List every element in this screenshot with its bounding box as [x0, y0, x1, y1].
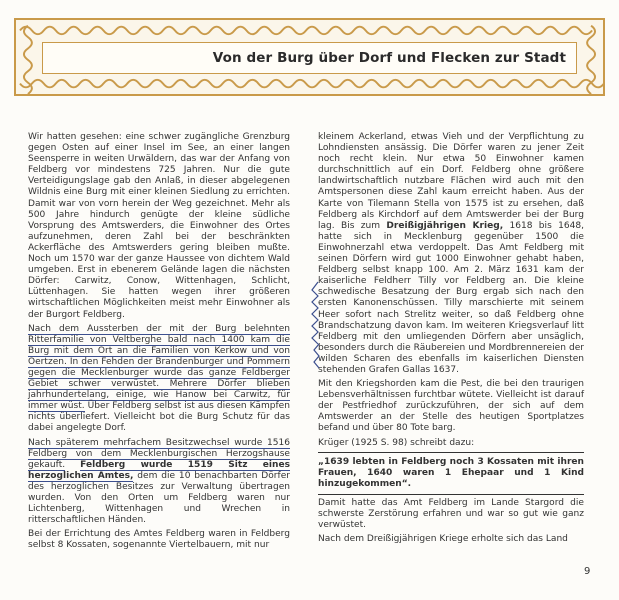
block-quote: „1639 lebten in Feldberg noch 3 Kossaten mit ihren Frauen, 1640 waren 1 Ehepaar und 1 Kind hinzugekommen“. [318, 452, 584, 495]
bold-text: Dreißigjährigen Krieg, [386, 220, 504, 231]
paragraph: Bei der Errichtung des Amtes Feldberg waren in Feldberg selbst 8 Kossaten, sogenannte Viertelbauern, mit nur [28, 529, 290, 551]
paragraph [28, 324, 290, 435]
paragraph: Damit hatte das Amt Feldberg im Lande Stargord die schwerste Zerstörung erfahren und war so gut wie ganz verwüstet. [318, 497, 584, 531]
page-number: 9 [584, 566, 591, 577]
paragraph [318, 132, 584, 376]
paragraph: Wir hatten gesehen: eine schwer zugängliche Grenzburg gegen Osten auf einer Insel im See, an einer langen Seensperre in weiten Urwäldern, das war der Anfang von Feldberg vor mindestens 725 Jahren. Nur die gute Verteidigungslage gab den Anlaß, in dieser abgelegenen Wildnis eine Burg mit einer kleinen Siedlung zu errichten. Damit war von vorn herein der Weg gezeichnet. Mehr als 500 Jahre hindurch genügte der kleine südliche Vorsprung des Amtswerders, die Einwohner des Ortes aufzunehmen, deren Zahl bei der beschränkten Ackerfläche des Amtswerders gering bleiben mußte. Noch um 1570 war der ganze Haussee von dichtem Wald umgeben. Erst in ebenerem Gelände lagen die nächsten Dörfer: Carwitz, Conow, Wittenhagen, Schlicht, Lüttenhagen. Sie hatten wegen ihrer größeren wirtschaftlichen Möglichkeiten meist mehr Einwohner als der Burgort Feldberg. [28, 132, 290, 320]
paragraph-text: 1618 bis 1648, hatte sich in Mecklenburg gegenüber 1500 die Einwohnerzahl etwa verdoppelt. Das Amt Feldberg mit seinen Dörfern wird gut 1000 Einwohner gehabt haben, Feldberg selbst knapp 100. Am 2. März 1631 kam der kaiserliche Feldherr Tilly vor Feldberg an. Die kleine schwedische Besatzung der Burg ergab sich nach den ersten Kanonenschüssen. Tilly marschierte mit seinem Heer sofort nach Strelitz weiter, so daß Feldberg ohne Brandschatzung davon kam. Im weiteren Kriegsverlauf litt Feldberg mit den umliegenden Dörfern aber unsäglich, besonders durch die Räubereien und Mordbrennereien der wilden Scharen des ebenfalls im kaiserlichen Diensten stehenden Grafen Gallas 1637. [318, 220, 584, 375]
right-text-column [318, 132, 584, 548]
underlined-text: Nach dem Aussterben der mit der Burg belehnten Ritterfamilie von Veltberghe bald nach 1400 kam die Burg mit dem Ort an die Familien von Kerkow und von Oertzen. In den Fehden der Brandenburger und Pommern gegen die Mecklenburger wurde das ganze Feldberger Gebiet schwer verwüstet. Mehrere Dörfer blieben jahrhundertelang, einige, wie Hanow bei Carwitz, für immer wüst. [28, 323, 290, 412]
left-text-column [28, 132, 290, 554]
chapter-banner [14, 18, 605, 96]
paragraph: Krüger (1925 S. 98) schreibt dazu: [318, 437, 475, 448]
page-title: Von der Burg über Dorf und Flecken zur Stadt [212, 50, 566, 66]
paragraph-text: kleinem Ackerland, etwas Vieh und der Verpflichtung zu Lohndiensten ansässig. Die Dörfer waren zu jener Zeit noch recht klein. Nur etwa 50 Einwohner kamen durchschnittlich auf ein Dorf. Feldberg ohne größere landwirtschaftlich nutzbare Flächen wird auch mit den Amtspersonen diese Zahl kaum erreicht haben. Aus der Karte von Tilemann Stella von 1575 ist zu ersehen, daß Feldberg als Kirchdorf auf dem Amtswerder bei der Burg lag. Bis zum [318, 132, 584, 231]
paragraph: Nach dem Dreißigjährigen Kriege erholte sich das Land [318, 534, 568, 545]
paragraph: Mit den Kriegshorden kam die Pest, die bei den traurigen Lebensverhältnissen furchtbar wütete. Vielleicht ist darauf der Pestfriedhof zurückzuführen, der sich auf dem Amtswerder an der Stelle des heutigen Sportplatzes befand und über 80 Tote barg. [318, 379, 584, 434]
underlined-text: Nach späterem mehrfachem Besitzwechsel wurde 1516 Feldberg von dem Mecklenburgischen Herzogshause gekauft. [28, 437, 290, 470]
paragraph [28, 438, 290, 527]
bold-text: Feldberg wurde 1519 Sitz eines herzoglichen Amtes, [28, 459, 290, 481]
paragraph-text: Über Feldberg selbst ist aus diesen Kämpfen nichts überliefert. Vielleicht bot die Burg Schutz für das dabei angelegte Dorf. [28, 401, 290, 434]
banner-title-box [42, 42, 577, 74]
paragraph-text: dem die 10 benachbarten Dörfer des herzoglichen Besitzes zur Verwaltung übertragen wurden. Von den Orten um Feldberg waren nur Lichtenberg, Wittenhagen und Wrechen in ritterschaftlichen Händen. [28, 470, 290, 526]
